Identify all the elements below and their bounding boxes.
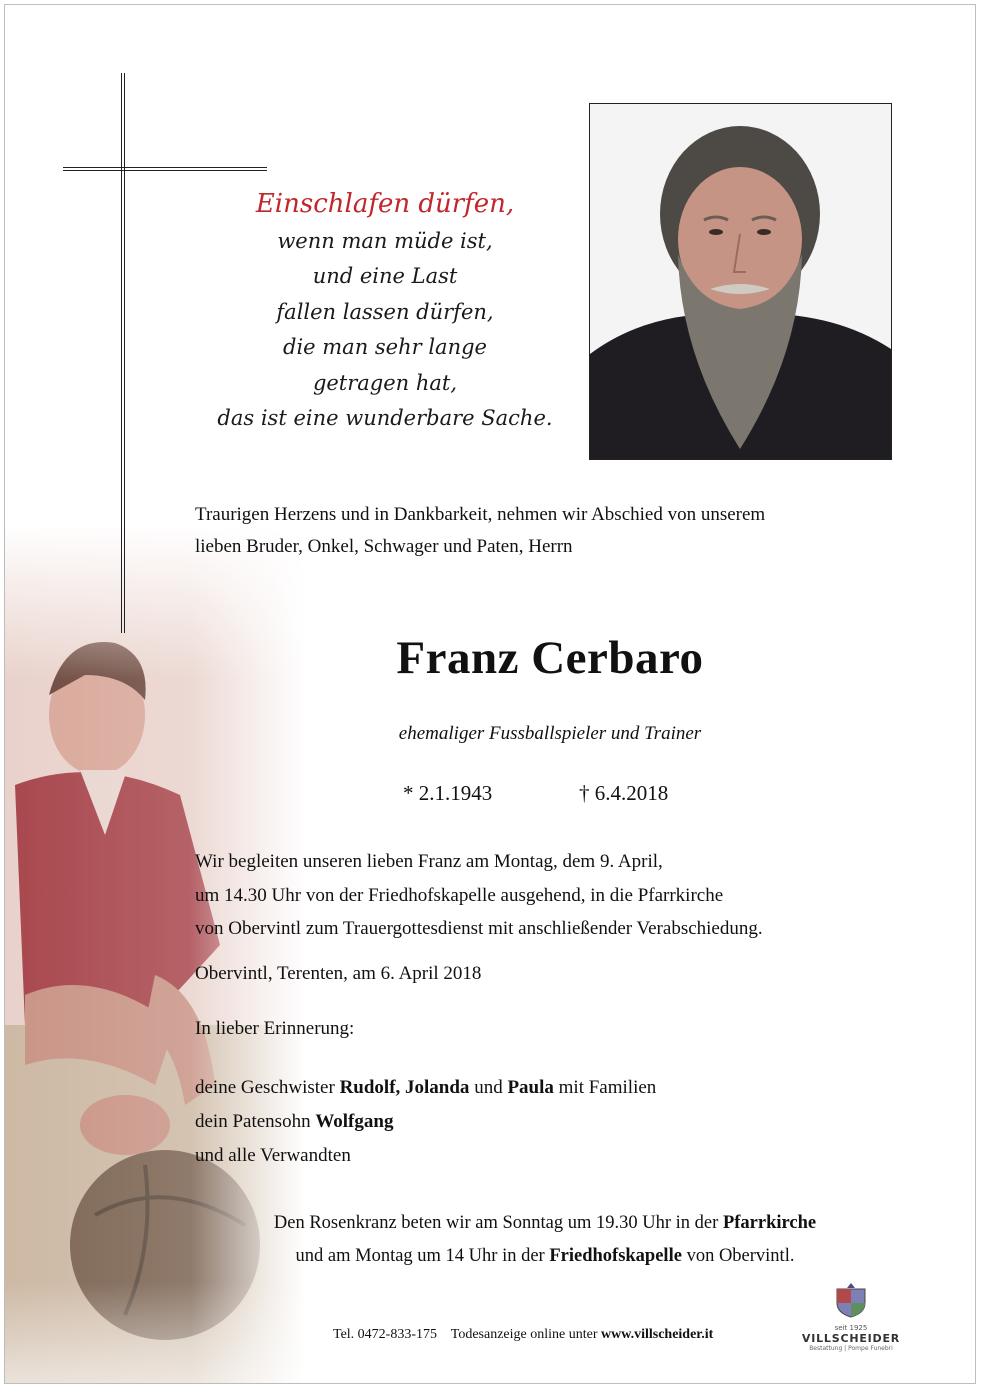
logo-since: seit 1925 <box>834 1324 868 1332</box>
cross-horizontal-bar <box>63 167 267 171</box>
poem-line: getragen hat, <box>312 370 458 395</box>
funeral-line: um 14.30 Uhr von der Friedhofskapelle ausgehend, in die Pfarrkirche <box>195 884 724 906</box>
coat-of-arms-icon <box>831 1279 871 1319</box>
poem <box>215 187 555 437</box>
logo-name: VILLSCHEIDER <box>801 1332 901 1345</box>
poem-line <box>215 187 555 224</box>
footer-url[interactable]: www.villscheider.it <box>601 1327 714 1342</box>
family-line-godson <box>195 1105 895 1139</box>
family-text: mit Familien <box>553 1077 657 1098</box>
rosary-text-part: von Obervintl. <box>681 1246 795 1266</box>
rosary-location: Friedhofskapelle <box>549 1246 682 1266</box>
cross-vertical-bar <box>121 73 125 633</box>
intro-text <box>195 499 895 563</box>
poem-line: die man sehr lange <box>283 335 487 359</box>
family-text: dein Patensohn <box>195 1111 316 1132</box>
funeral-home-logo <box>795 1279 907 1363</box>
godson-name: Wolfgang <box>315 1111 394 1132</box>
rosary-text-part: und am Montag um 14 Uhr in der <box>295 1246 550 1266</box>
funeral-line: von Obervintl zum Trauergottesdienst mit anschließender Verabschiedung. <box>195 918 763 939</box>
intro-line: Traurigen Herzens und in Dankbarkeit, nehmen wir Abschied von unserem <box>195 504 766 525</box>
rosary-line <box>195 1207 895 1240</box>
rosary-location: Pfarrkirche <box>722 1213 817 1233</box>
portrait-photo <box>589 103 892 460</box>
intro-line: lieben Bruder, Onkel, Schwager und Paten, Herrn <box>195 536 573 557</box>
footer-online-label: Todesanzeige online unter <box>450 1327 598 1342</box>
deceased-name: Franz Cerbaro <box>396 632 704 684</box>
rosary-line <box>195 1240 895 1273</box>
funeral-line: Wir begleiten unseren lieben Franz am Montag, dem 9. April, <box>195 851 663 872</box>
poem-line: und eine Last <box>312 264 458 288</box>
death-date: † 6.4.2018 <box>579 781 669 805</box>
rosary-text <box>195 1207 895 1273</box>
family-list <box>195 1071 895 1173</box>
footer <box>333 1327 713 1343</box>
obituary-page <box>4 4 976 1384</box>
poem-line: fallen lassen dürfen, <box>276 299 494 324</box>
poem-line: das ist eine wunderbare Sache. <box>217 406 553 430</box>
sibling-name: Paula <box>507 1077 554 1098</box>
funeral-text <box>195 845 895 946</box>
poem-first-line: Einschlafen dürfen, <box>255 189 515 219</box>
family-text: deine Geschwister <box>195 1077 340 1098</box>
poem-line: wenn man müde ist, <box>277 228 493 253</box>
footer-phone: Tel. 0472-833-175 <box>333 1327 438 1342</box>
logo-subtitle: Bestattung | Pompe Funebri <box>809 1345 893 1352</box>
place-date: Obervintl, Terenten, am 6. April 2018 <box>195 963 482 984</box>
memory-label: In lieber Erinnerung: <box>195 1018 355 1039</box>
sibling-names: Rudolf, Jolanda <box>339 1077 470 1098</box>
family-text: und <box>469 1077 508 1098</box>
birth-date: * 2.1.1943 <box>403 781 493 805</box>
family-line-relatives: und alle Verwandten <box>195 1145 351 1166</box>
rosary-text-part: Den Rosenkranz beten wir am Sonntag um 19.30 Uhr in der <box>273 1213 723 1233</box>
deceased-role: ehemaliger Fussballspieler und Trainer <box>398 723 702 744</box>
family-line-siblings <box>195 1071 895 1105</box>
